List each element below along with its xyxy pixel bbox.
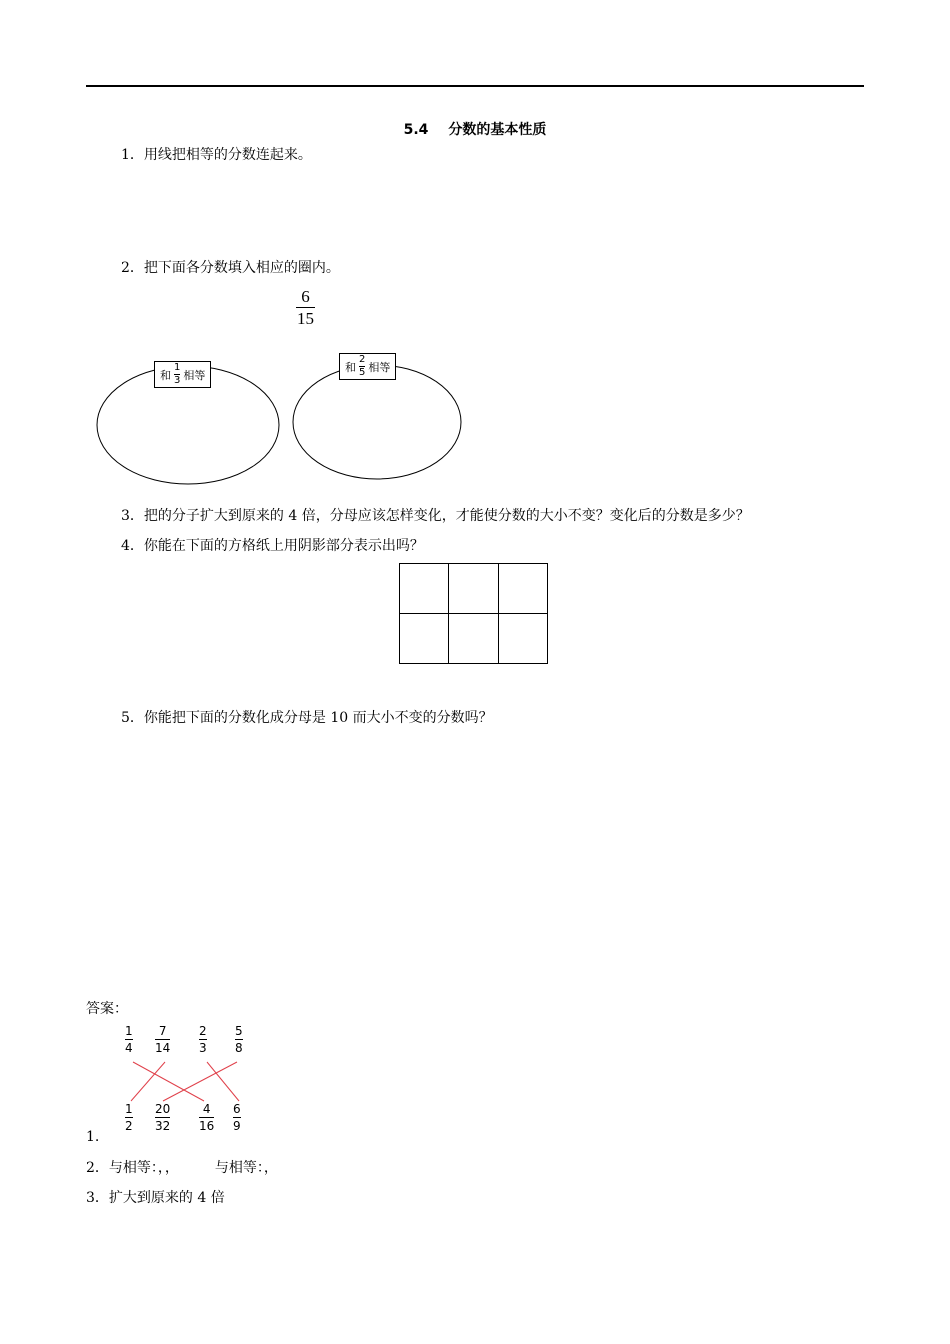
question-3: 3．把的分子扩大到原来的 4 倍，分母应该怎样变化，才能使分数的大小不变？变化后的分数是多少？ bbox=[121, 508, 750, 524]
match-line-2-3-to-6-9 bbox=[207, 1062, 239, 1101]
label-numerator: 2 bbox=[359, 354, 366, 365]
denominator: 14 bbox=[155, 1041, 171, 1055]
denominator: 32 bbox=[155, 1119, 171, 1133]
question-2: 2．把下面各分数填入相应的圈内。 bbox=[121, 260, 340, 276]
label-suffix: 相等 bbox=[368, 360, 391, 374]
match-line-5-8-to-20-32 bbox=[163, 1062, 237, 1101]
numerator: 1 bbox=[125, 1024, 133, 1038]
question-4: 4．你能在下面的方格纸上用阴影部分表示出吗？ bbox=[121, 538, 424, 554]
numerator: 7 bbox=[158, 1024, 167, 1038]
match-line-7-14-to-1-2 bbox=[131, 1062, 165, 1101]
numerator: 1 bbox=[125, 1102, 133, 1116]
label-prefix: 和 bbox=[160, 368, 171, 382]
answer-2 bbox=[86, 1157, 278, 1177]
denominator: 16 bbox=[199, 1119, 215, 1133]
numerator: 5 bbox=[235, 1024, 243, 1038]
answer-2-part-2: 与相等：， bbox=[214, 1160, 278, 1176]
section-number: 5.4 bbox=[403, 122, 429, 138]
match-line-1-4-to-4-16 bbox=[133, 1062, 204, 1101]
answer-3: 3．扩大到原来的 4 倍 bbox=[86, 1190, 225, 1206]
label-denominator: 5 bbox=[359, 367, 366, 378]
question-5: 5．你能把下面的分数化成分母是 10 而大小不变的分数吗？ bbox=[121, 710, 493, 726]
q2-fraction-numerator: 6 bbox=[301, 287, 310, 306]
denominator: 8 bbox=[235, 1041, 243, 1055]
numerator: 20 bbox=[155, 1102, 171, 1116]
label-prefix: 和 bbox=[345, 360, 356, 374]
denominator: 3 bbox=[199, 1041, 207, 1055]
label-suffix: 相等 bbox=[183, 368, 206, 382]
question-1: 1．用线把相等的分数连起来。 bbox=[121, 147, 312, 163]
numerator: 6 bbox=[233, 1102, 241, 1116]
denominator: 9 bbox=[233, 1119, 241, 1133]
numerator: 2 bbox=[199, 1024, 207, 1038]
denominator: 4 bbox=[125, 1041, 133, 1055]
label-numerator: 1 bbox=[174, 362, 181, 373]
answer-heading: 答案： bbox=[86, 1001, 128, 1017]
answer-1: 1. bbox=[86, 1129, 100, 1145]
numerator: 4 bbox=[202, 1102, 211, 1116]
q2-fraction-denominator: 15 bbox=[297, 309, 314, 328]
section-title: 分数的基本性质 bbox=[448, 122, 547, 138]
answer-2-part-1: 2．与相等：，， bbox=[86, 1160, 179, 1176]
label-denominator: 3 bbox=[174, 375, 181, 386]
denominator: 2 bbox=[125, 1119, 133, 1133]
